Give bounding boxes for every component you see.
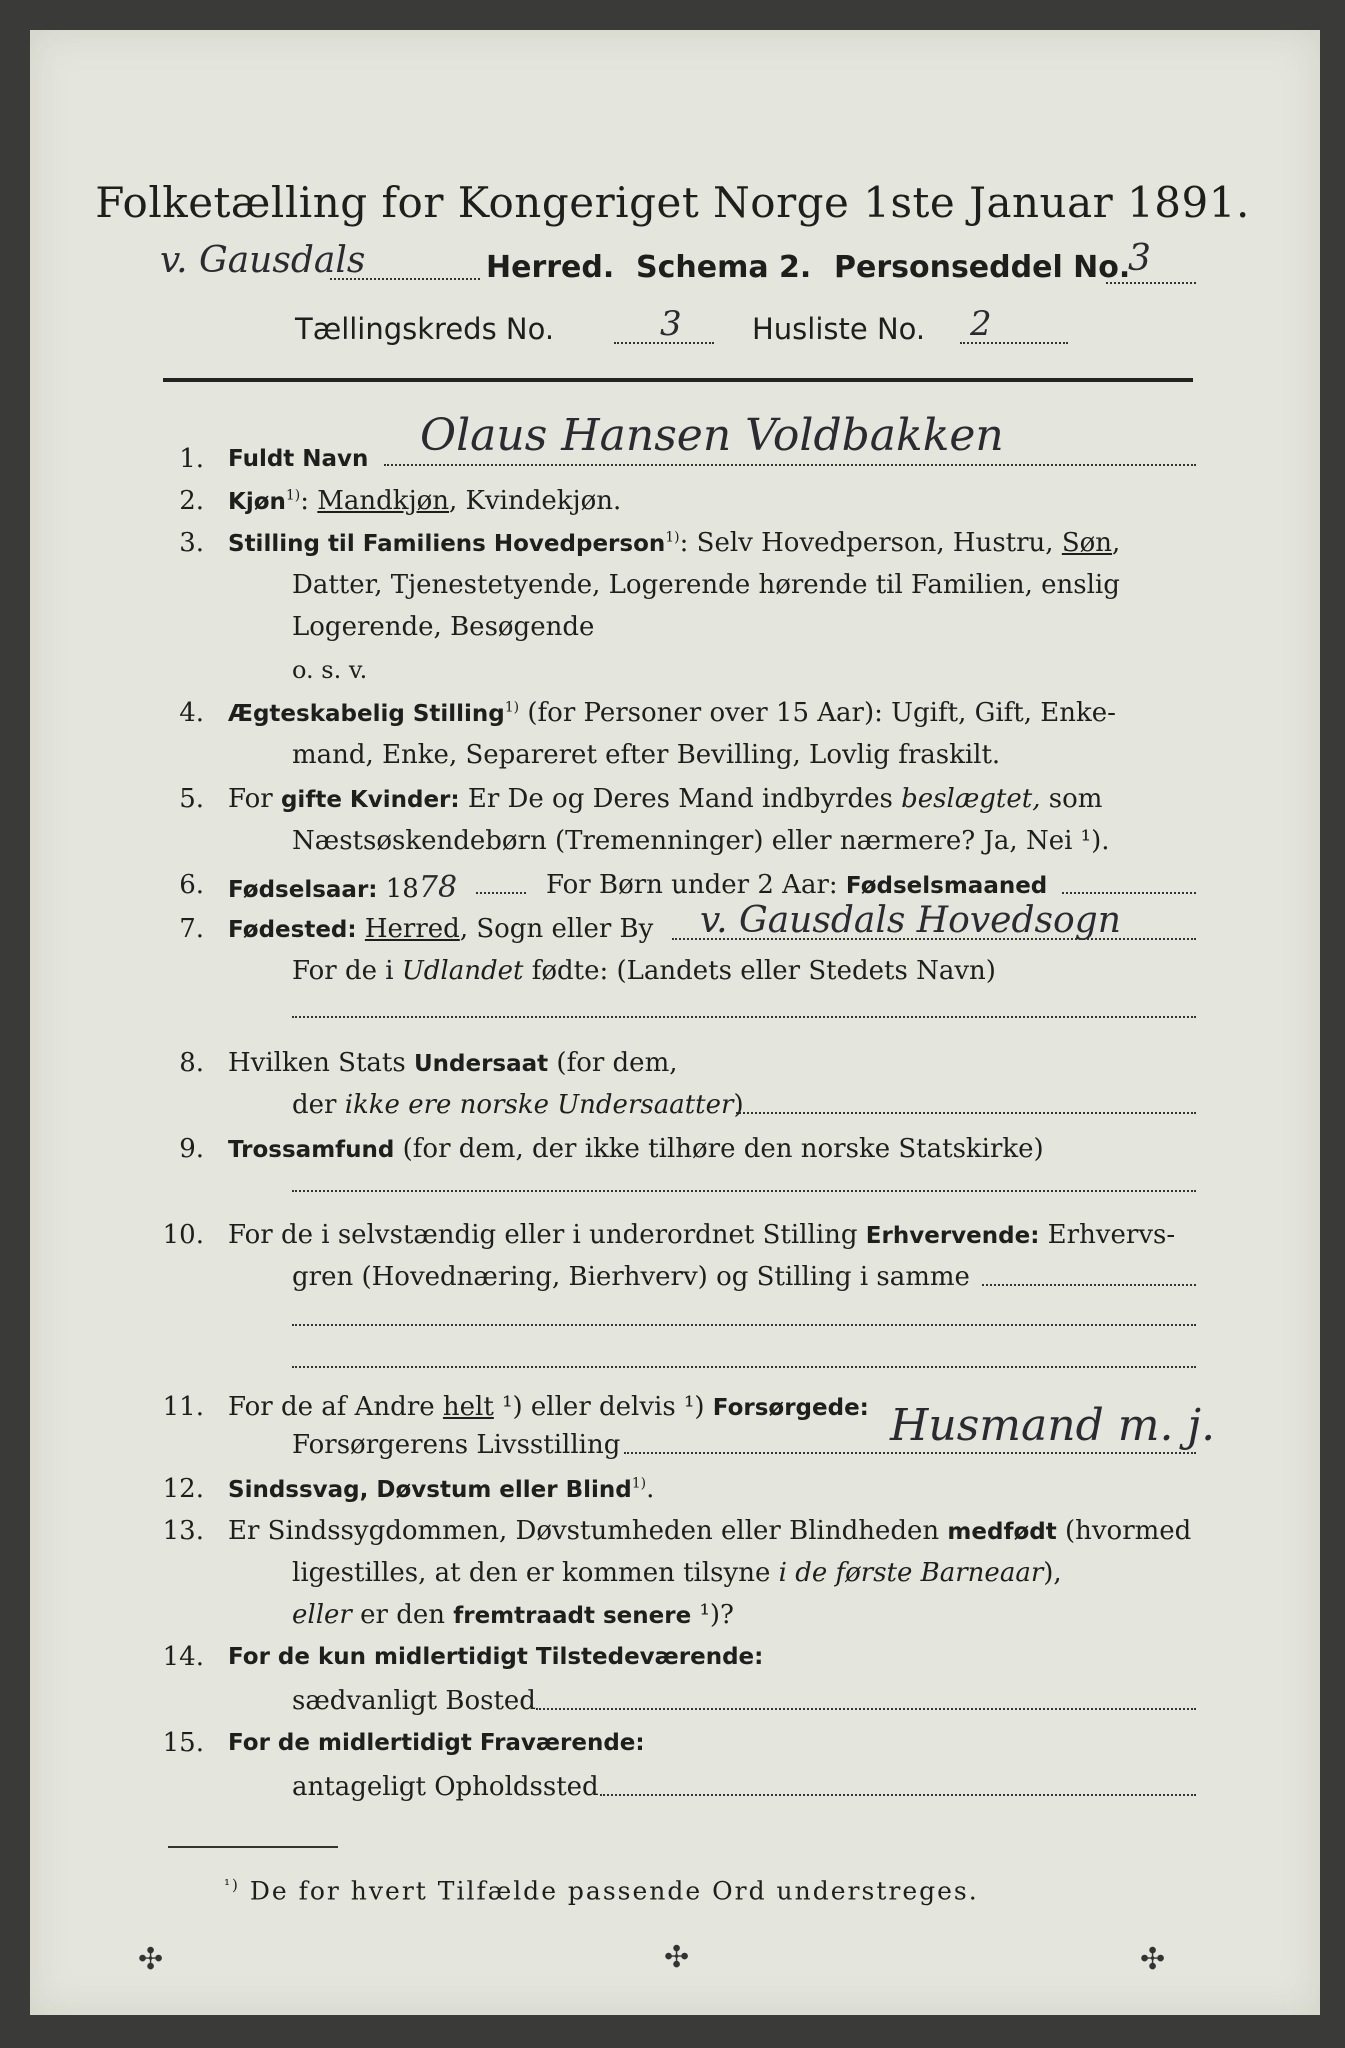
q4-sup: 1) [504, 699, 520, 716]
q10-line1-b: Erhvervs- [1039, 1220, 1176, 1250]
q13-number: 13. [162, 1516, 204, 1546]
q11-label: Forsørgede: [712, 1395, 869, 1421]
q1-answer: Olaus Hansen Voldbakken [420, 410, 1004, 461]
registration-mark-right-icon: ✣ [1140, 1942, 1166, 1977]
q7-text-a: , Sogn eller By [459, 914, 654, 944]
q5-italic: beslægtet, [901, 784, 1041, 814]
q4-line1 [228, 698, 1116, 728]
header-rule [163, 378, 1193, 382]
q13-line3-a: er den [351, 1600, 454, 1630]
husliste-label: Husliste No. [752, 312, 926, 346]
q6-label: Fødselsaar: [228, 877, 378, 903]
q11-dotline [624, 1452, 1196, 1454]
q10-line1 [228, 1220, 1175, 1250]
q11-answer: Husmand m. j. [890, 1400, 1216, 1451]
q10-dotline-1 [982, 1284, 1196, 1286]
q2-number: 2. [179, 486, 204, 516]
q5-number: 5. [179, 784, 204, 814]
q13-line2-b: ), [1043, 1558, 1062, 1588]
q2-sup: 1) [285, 487, 301, 504]
q6-year-dotline [476, 892, 526, 894]
footnote-text: De for hvert Tilfælde passende Ord understreges. [239, 1876, 979, 1906]
q15-dotline [600, 1794, 1196, 1796]
q9-label: Trossamfund [228, 1137, 395, 1163]
q6-line [228, 870, 457, 905]
q4-line2: mand, Enke, Separeret efter Bevilling, Lovlig fraskilt. [292, 740, 1001, 770]
footnote [224, 1876, 979, 1905]
q6-year-handwritten: 78 [418, 870, 458, 905]
q3-line1 [228, 528, 1120, 558]
q5-line1-text: Er De og Deres Mand indbyrdes [459, 784, 902, 814]
q14-line2: sædvanligt Bosted [292, 1686, 536, 1716]
q2-label: Kjøn [228, 489, 286, 515]
q1-number: 1. [179, 444, 204, 474]
q12-label: Sindssvag, Døvstum eller Blind [228, 1477, 632, 1503]
q6-label2: Fødselsmaaned [845, 873, 1048, 899]
q1-dotline [384, 464, 1196, 466]
q9-line1-text: (for dem, der ikke tilhøre den norske Statskirke) [394, 1134, 1044, 1164]
q3-son-marked: Søn [1061, 528, 1113, 558]
schema-label: Schema 2. [636, 250, 812, 285]
q2-mandkjon-marked: Mandkjøn [317, 486, 450, 516]
q13-line1-a: Er Sindssygdommen, Døvstumheden eller Blindheden [228, 1516, 948, 1546]
q12-end: . [646, 1474, 655, 1504]
q6-mid-line [546, 870, 1047, 900]
q6-number: 6. [179, 870, 204, 900]
footnote-sup: ¹) [224, 1876, 240, 1894]
q2-text-a: : [300, 486, 318, 516]
q13-eller: eller [292, 1600, 352, 1630]
q11-line1 [228, 1392, 869, 1422]
q8-line2 [292, 1090, 744, 1120]
q7-foreign-dotline [292, 1016, 1196, 1018]
husliste-number: 2 [970, 304, 992, 344]
q2-text-b: , Kvindekjøn. [449, 486, 622, 516]
q7-line2-a: For de i [292, 956, 402, 986]
q14-dotline [536, 1708, 1196, 1710]
q15-line2: antageligt Opholdssted [292, 1772, 599, 1802]
q5-line2: Næstsøskendebørn (Tremenninger) eller nærmere? Ja, Nei ¹). [292, 826, 1110, 856]
footnote-rule [168, 1846, 338, 1848]
q10-dotline-2 [292, 1324, 1196, 1326]
q8-label: Undersaat [413, 1051, 549, 1077]
q13-line1 [228, 1516, 1191, 1546]
q6-mid: For Børn under 2 Aar: [546, 870, 846, 900]
q5-line1 [228, 784, 1102, 814]
personseddel-dotline [1106, 282, 1196, 284]
q7-line2-b: fødte: (Landets eller Stedets Navn) [523, 956, 996, 986]
q14-label: For de kun midlertidigt Tilstedeværende: [228, 1644, 764, 1670]
q10-number: 10. [162, 1220, 204, 1250]
q7-herred-marked: Herred [364, 914, 460, 944]
q13-label: medfødt [947, 1519, 1057, 1545]
q8-number: 8. [179, 1048, 204, 1078]
q9-line1 [228, 1134, 1044, 1164]
form-title: Folketælling for Kongeriget Norge 1ste Januar 1891. [95, 178, 1250, 227]
q8-italic: ikke ere norske Undersaatter [344, 1090, 734, 1120]
q12-sup: 1) [631, 1475, 647, 1492]
q11-line1-a: For de af Andre [228, 1392, 443, 1422]
q7-answer: v. Gausdals Hovedsogn [700, 900, 1121, 941]
husliste-dotline [960, 342, 1068, 344]
q3-line4: o. s. v. [292, 656, 368, 684]
registration-mark-center-icon: ✣ [664, 1940, 690, 1975]
q7-number: 7. [179, 914, 204, 944]
q3-line3: Logerende, Besøgende [292, 612, 595, 642]
herred-dotline [330, 278, 480, 280]
q9-dotline [292, 1190, 1196, 1192]
q12-number: 12. [162, 1474, 204, 1504]
q12-line [228, 1474, 654, 1504]
q11-number: 11. [162, 1392, 204, 1422]
q7-label: Fødested: [228, 917, 357, 943]
q3-line1-text: : Selv Hovedperson, Hustru, [679, 528, 1062, 558]
q3-sup: 1) [665, 529, 680, 546]
q2-text [228, 486, 621, 516]
q13-label2: fremtraadt senere [453, 1603, 692, 1629]
q3-line1-end: , [1112, 528, 1121, 558]
q1-label: Fuldt Navn [228, 446, 369, 472]
q13-line3 [292, 1600, 734, 1630]
q13-line3-b: ¹)? [691, 1600, 734, 1630]
q11-line1-b: ¹) eller delvis ¹) [493, 1392, 713, 1422]
q7-line2 [292, 956, 996, 986]
personseddel-label: Personseddel No. [834, 250, 1131, 285]
q5-label: gifte Kvinder: [280, 787, 460, 813]
q6-year-prefix: 18 [377, 874, 419, 904]
q8-line2-a: der [292, 1090, 345, 1120]
q3-label: Stilling til Familiens Hovedperson [228, 531, 666, 557]
kreds-dotline [614, 342, 714, 344]
q13-line2 [292, 1558, 1062, 1588]
q4-number: 4. [179, 698, 204, 728]
q13-italic: i de første Barneaar [778, 1558, 1044, 1588]
q13-line2-a: ligestilles, at den er kommen tilsyne [292, 1558, 779, 1588]
q7-udlandet: Udlandet [401, 956, 524, 986]
q8-dotline [736, 1112, 1196, 1114]
q5-pre: For [228, 784, 281, 814]
personseddel-number: 3 [1128, 238, 1151, 279]
q8-line1-b: (for dem, [548, 1048, 678, 1078]
kreds-number: 3 [660, 304, 682, 344]
kreds-label: Tællingskreds No. [295, 312, 555, 346]
q3-number: 3. [179, 528, 204, 558]
q3-line2: Datter, Tjenestetyende, Logerende hørende til Familien, enslig [292, 570, 1120, 600]
q4-line1-text: (for Personer over 15 Aar): Ugift, Gift, Enke- [519, 698, 1116, 728]
q10-label: Erhvervende: [865, 1223, 1040, 1249]
q8-line1-a: Hvilken Stats [228, 1048, 414, 1078]
q13-line1-b: (hvormed [1056, 1516, 1192, 1546]
q8-line1 [228, 1048, 677, 1078]
q15-number: 15. [162, 1728, 204, 1758]
herred-label: Herred. [486, 250, 615, 285]
q9-number: 9. [179, 1134, 204, 1164]
q10-dotline-3 [292, 1366, 1196, 1368]
q11-line2: Forsørgerens Livsstilling [292, 1430, 621, 1460]
q4-label: Ægteskabelig Stilling [228, 701, 505, 727]
q10-line1-a: For de i selvstændig eller i underordnet Stilling [228, 1220, 866, 1250]
q8-line2-b: ) [733, 1090, 744, 1120]
q5-line1-end: som [1040, 784, 1103, 814]
registration-mark-left-icon: ✣ [138, 1942, 164, 1977]
q7-dotline [672, 938, 1196, 940]
q14-number: 14. [162, 1642, 204, 1672]
q7-line1 [228, 914, 653, 944]
herred-handwritten: v. Gausdals [160, 240, 366, 281]
q10-line2: gren (Hovednæring, Bierhverv) og Stilling i samme [292, 1262, 970, 1292]
q6-month-dotline [1062, 892, 1196, 894]
q11-helt-marked: helt [442, 1392, 494, 1422]
q15-label: For de midlertidigt Fraværende: [228, 1730, 645, 1756]
